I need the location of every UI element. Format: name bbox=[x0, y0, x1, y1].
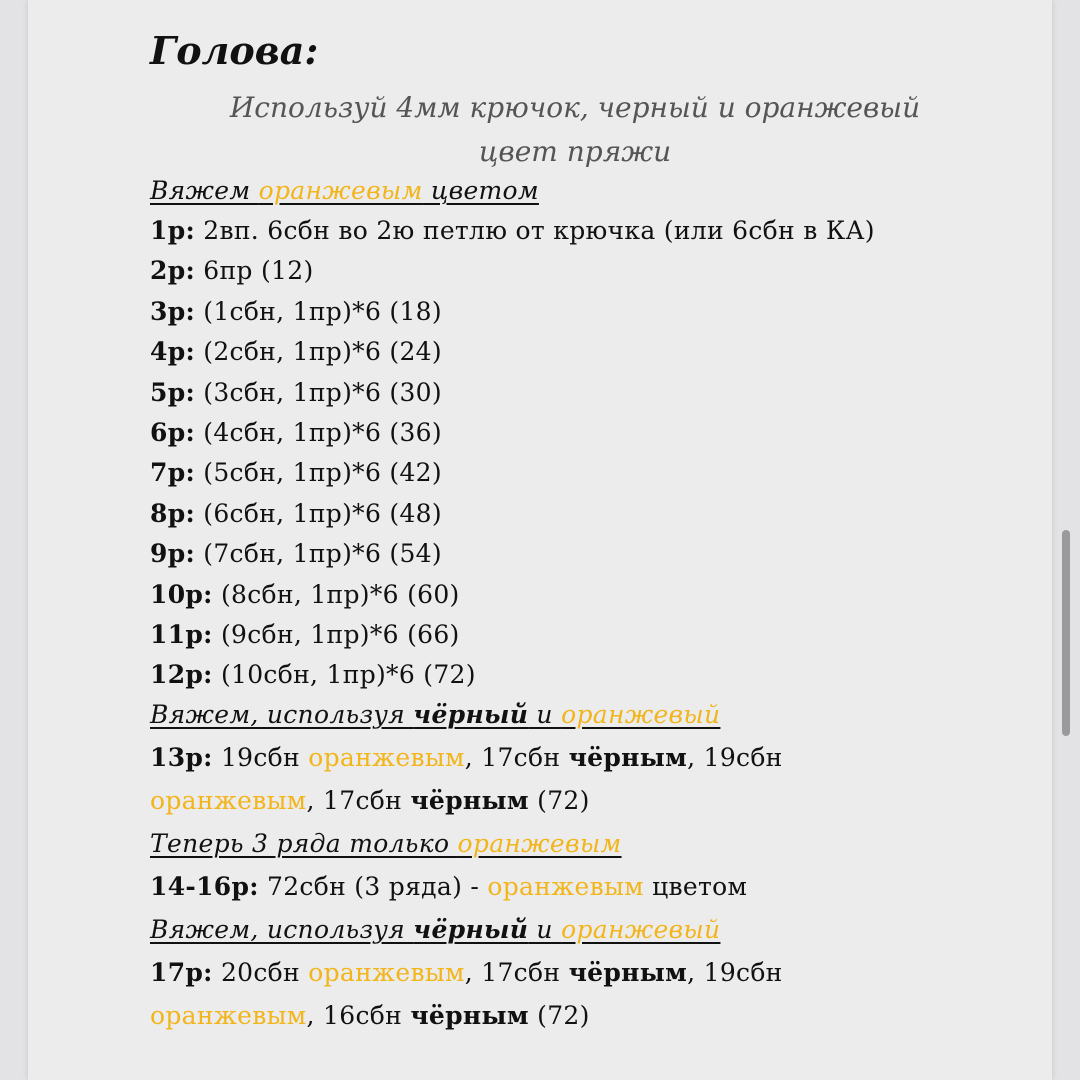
row-label: 17р: bbox=[150, 958, 213, 987]
section-heading-orange bbox=[150, 176, 539, 205]
row-label: 5р: bbox=[150, 377, 196, 407]
row-text: 72сбн (3 ряда) - bbox=[258, 872, 488, 901]
row-text: , 17сбн bbox=[464, 958, 569, 987]
pattern-row bbox=[150, 378, 442, 407]
heading-black-word: чёрный bbox=[413, 700, 529, 729]
row-text: , 17сбн bbox=[306, 786, 411, 815]
row-text: 19сбн bbox=[212, 743, 309, 772]
row-label: 7р: bbox=[150, 458, 196, 488]
heading-black-word: чёрный bbox=[413, 915, 529, 944]
row-text: (6сбн, 1пр)*6 (48) bbox=[195, 498, 442, 528]
row-text: (9сбн, 1пр)*6 (66) bbox=[212, 620, 460, 649]
row-label: 1р: bbox=[150, 216, 196, 245]
heading-text: Вяжем bbox=[150, 176, 259, 205]
orange-word: оранжевым bbox=[487, 872, 644, 901]
row-label: 12р: bbox=[150, 660, 213, 690]
row-label: 2р: bbox=[150, 256, 196, 286]
heading-text: Теперь 3 ряда только bbox=[150, 829, 458, 858]
heading-text: Вяжем, используя bbox=[150, 915, 414, 944]
row-label: 13р: bbox=[150, 743, 213, 772]
row-13-continued bbox=[150, 786, 590, 815]
heading-orange-word: оранжевый bbox=[561, 700, 721, 729]
subtitle-line-1: Используй 4мм крючок, черный и оранжевый bbox=[229, 91, 921, 124]
row-text: (5сбн, 1пр)*6 (42) bbox=[195, 458, 442, 488]
row-label: 4р: bbox=[150, 337, 196, 367]
section-heading-only-orange bbox=[150, 829, 622, 858]
black-word: чёрным bbox=[568, 743, 688, 772]
page-title: Голова: bbox=[150, 28, 319, 73]
heading-text: Вяжем, используя bbox=[150, 700, 414, 729]
row-17-continued bbox=[150, 1001, 590, 1030]
row-text: (3сбн, 1пр)*6 (30) bbox=[195, 377, 442, 407]
row-text: 20сбн bbox=[212, 958, 309, 987]
pattern-row bbox=[150, 216, 875, 245]
row-label: 3р: bbox=[150, 296, 196, 326]
row-14-16 bbox=[150, 872, 747, 901]
section-heading-two-colors bbox=[150, 700, 720, 729]
row-label: 14-16р: bbox=[150, 872, 259, 901]
heading-orange-word: оранжевый bbox=[561, 915, 721, 944]
row-label: 8р: bbox=[150, 498, 196, 528]
subtitle bbox=[150, 86, 1000, 174]
heading-orange-word: оранжевым bbox=[258, 176, 423, 205]
orange-word: оранжевым bbox=[308, 958, 465, 987]
heading-text: и bbox=[528, 915, 562, 944]
row-text: 6пр (12) bbox=[195, 256, 314, 286]
pattern-row bbox=[150, 458, 442, 487]
pattern-row bbox=[150, 660, 476, 689]
row-text: (8сбн, 1пр)*6 (60) bbox=[212, 579, 460, 609]
row-text: , 17сбн bbox=[464, 743, 569, 772]
row-text: (4сбн, 1пр)*6 (36) bbox=[195, 418, 442, 447]
black-word: чёрным bbox=[568, 958, 688, 987]
row-text: (1сбн, 1пр)*6 (18) bbox=[195, 296, 442, 326]
row-17 bbox=[150, 958, 783, 987]
row-text: , 19сбн bbox=[687, 958, 783, 987]
row-text: цветом bbox=[643, 872, 748, 901]
heading-text: и bbox=[528, 700, 562, 729]
row-text: (72) bbox=[528, 786, 590, 815]
row-text: (72) bbox=[528, 1001, 590, 1030]
row-text: 2вп. 6сбн во 2ю петлю от крючка (или 6сбн в КА) bbox=[195, 216, 875, 245]
row-label: 6р: bbox=[150, 418, 196, 447]
black-word: чёрным bbox=[410, 1001, 529, 1030]
row-text: , 16сбн bbox=[306, 1001, 411, 1030]
row-text: (7сбн, 1пр)*6 (54) bbox=[195, 539, 442, 569]
orange-word: оранжевым bbox=[308, 743, 465, 772]
pattern-row bbox=[150, 499, 442, 528]
black-word: чёрным bbox=[410, 786, 529, 815]
row-label: 11р: bbox=[150, 620, 213, 649]
pattern-row bbox=[150, 297, 442, 326]
row-label: 10р: bbox=[150, 579, 213, 609]
vertical-scrollbar-thumb[interactable] bbox=[1062, 530, 1070, 736]
row-text: (10сбн, 1пр)*6 (72) bbox=[212, 660, 476, 690]
pattern-row bbox=[150, 620, 460, 649]
row-label: 9р: bbox=[150, 539, 196, 569]
orange-word: оранжевым bbox=[150, 786, 307, 815]
row-text: , 19сбн bbox=[687, 743, 783, 772]
row-text: (2сбн, 1пр)*6 (24) bbox=[195, 337, 442, 367]
section-heading-two-colors-2 bbox=[150, 915, 720, 944]
row-13 bbox=[150, 743, 783, 772]
heading-text: цветом bbox=[422, 176, 539, 205]
pattern-row bbox=[150, 337, 442, 366]
orange-word: оранжевым bbox=[150, 1001, 307, 1030]
heading-orange-word: оранжевым bbox=[457, 829, 622, 858]
pattern-row bbox=[150, 256, 314, 285]
pattern-row bbox=[150, 539, 442, 568]
pattern-row bbox=[150, 418, 442, 447]
pattern-row bbox=[150, 580, 460, 609]
subtitle-line-2: цвет пряжи bbox=[478, 135, 672, 168]
